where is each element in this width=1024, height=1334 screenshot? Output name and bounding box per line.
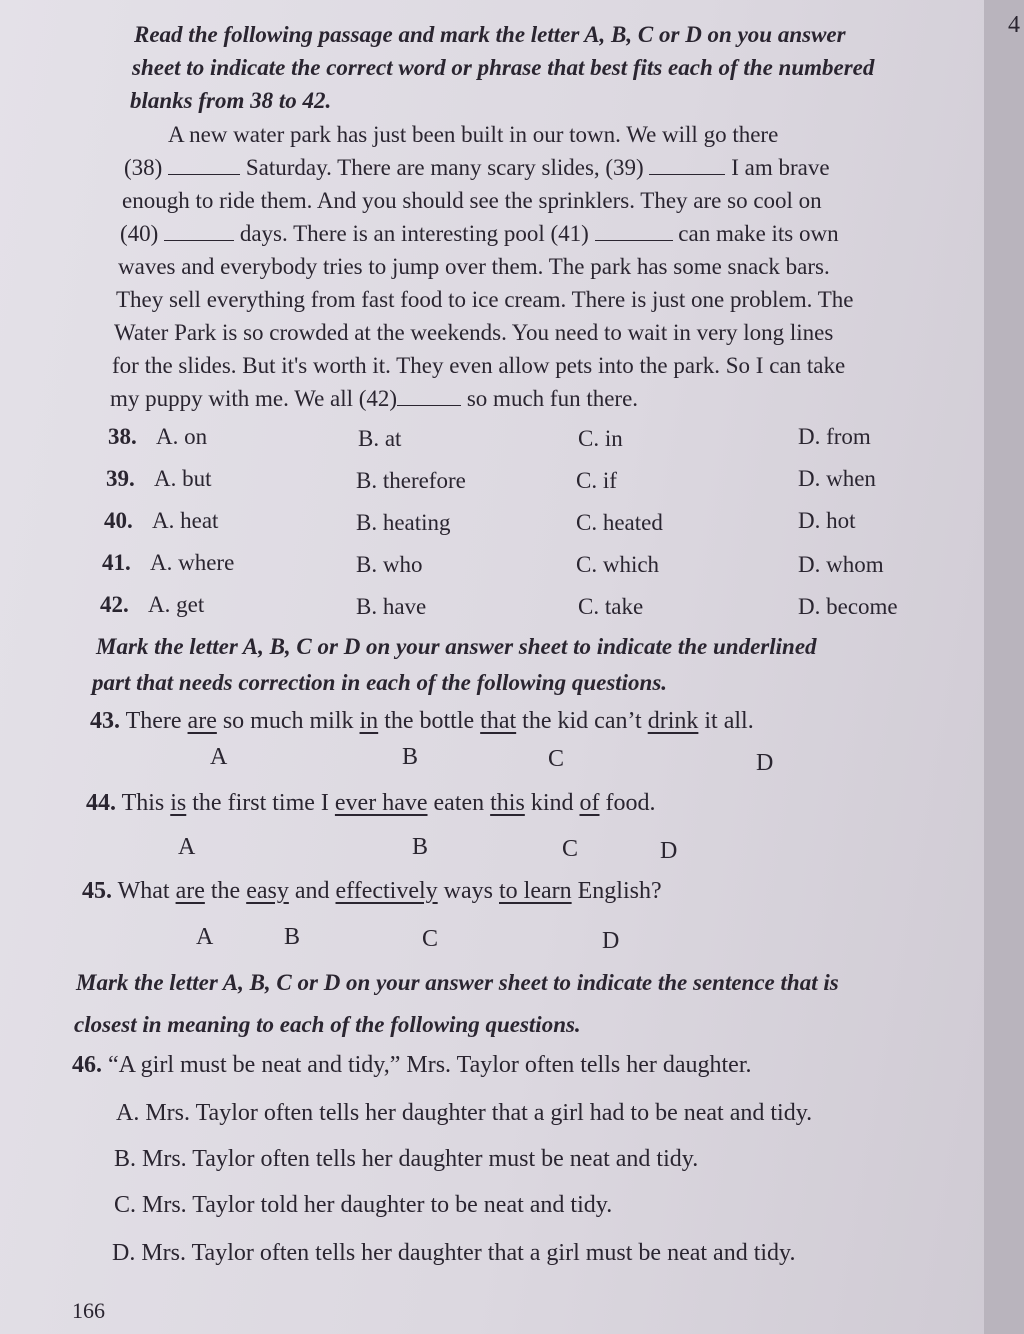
edge-page-number: 4 <box>1008 12 1020 38</box>
option-c: C. if <box>576 468 617 493</box>
question-45 <box>82 878 662 905</box>
question-number: 45. <box>82 878 112 904</box>
passage-text: days. There is an interesting pool (41) <box>239 221 589 246</box>
option-d: D. hot <box>798 508 856 533</box>
passage-text: Saturday. There are many scary slides, (39) <box>245 155 644 180</box>
answer-option-a: A. Mrs. Taylor often tells her daughter that a girl had to be neat and tidy. <box>116 1100 813 1126</box>
question-number-text: 42. <box>100 592 129 617</box>
option-a: A. on <box>156 424 208 449</box>
question-text: so much milk <box>216 708 360 734</box>
option-c: C. which <box>576 552 660 577</box>
underlined-part-c: this <box>490 790 525 816</box>
question-text: it all. <box>698 708 754 734</box>
label-d: D <box>602 928 620 954</box>
underlined-part-b: ever have <box>334 790 428 816</box>
question-text: This <box>121 790 171 816</box>
underlined-part-b: in <box>359 708 379 734</box>
label-a: A <box>210 744 228 770</box>
option-c: C. take <box>578 594 644 619</box>
answer-option-d: D. Mrs. Taylor often tells her daughter that a girl must be neat and tidy. <box>112 1240 796 1266</box>
passage-text: can make its own <box>678 221 839 246</box>
label-a: A <box>196 924 214 950</box>
question-number: 44. <box>86 790 116 816</box>
option-a: A. heat <box>152 508 219 533</box>
label-c: C <box>548 746 565 772</box>
label-b: B <box>402 744 419 770</box>
question-number <box>102 550 131 576</box>
passage-text: so much fun there. <box>466 386 639 411</box>
label-b: B <box>284 924 301 950</box>
question-number-text: 38. <box>108 424 137 449</box>
label-d: D <box>660 838 678 864</box>
passage-line <box>110 382 638 415</box>
passage-line: A new water park has just been built in our town. We will go there <box>168 122 779 147</box>
question-number <box>108 424 137 450</box>
blank-number: (38) <box>124 155 163 180</box>
passage-line <box>120 217 839 250</box>
passage-line: Water Park is so crowded at the weekends. You need to wait in very long lines <box>114 320 834 345</box>
option-d: D. whom <box>798 552 884 577</box>
question-number: 43. <box>90 708 120 734</box>
page-number: 166 <box>72 1298 105 1323</box>
blank-40 <box>164 220 234 241</box>
option-d: D. from <box>798 424 871 449</box>
blank-39 <box>649 154 725 175</box>
question-number-text: 41. <box>102 550 131 575</box>
label-b: B <box>412 834 429 860</box>
instruction-line: blanks from 38 to 42. <box>130 88 332 113</box>
blank-41 <box>595 220 673 241</box>
underlined-part-d: drink <box>647 708 699 734</box>
option-c: C. in <box>578 426 623 451</box>
next-page-edge <box>984 0 1024 1334</box>
label-c: C <box>562 836 579 862</box>
question-number <box>106 466 135 492</box>
question-text: the first time I <box>186 790 335 816</box>
option-b: B. heating <box>356 510 451 535</box>
blank-number: (40) <box>120 221 159 246</box>
passage-line: They sell everything from fast food to ice cream. There is just one problem. The <box>116 287 854 312</box>
question-text: “A girl must be neat and tidy,” Mrs. Taylor often tells her daughter. <box>108 1052 752 1078</box>
passage-line: enough to ride them. And you should see the sprinklers. They are so cool on <box>122 188 822 213</box>
option-b: B. at <box>358 426 402 451</box>
label-d: D <box>756 750 774 776</box>
blank-38 <box>168 154 240 175</box>
option-a: A. but <box>154 466 212 491</box>
underlined-part-d: to learn <box>499 878 572 904</box>
instruction-line: Mark the letter A, B, C or D on your answer sheet to indicate the sentence that is <box>76 970 839 995</box>
answer-option-b: B. Mrs. Taylor often tells her daughter must be neat and tidy. <box>114 1146 699 1172</box>
label-a: A <box>178 834 196 860</box>
option-d: D. become <box>798 594 898 619</box>
underlined-part-b: easy <box>246 878 289 904</box>
question-text: the kid can’t <box>516 708 648 734</box>
question-number-text: 39. <box>106 466 135 491</box>
instruction-line: Mark the letter A, B, C or D on your answer sheet to indicate the underlined <box>96 634 817 659</box>
question-number <box>104 508 133 534</box>
label-c: C <box>422 926 439 952</box>
question-text: ways <box>437 878 499 904</box>
option-c: C. heated <box>576 510 663 535</box>
passage-text: my puppy with me. We all (42) <box>110 386 398 411</box>
underlined-part-d: of <box>579 790 600 816</box>
question-text: food. <box>599 790 656 816</box>
instruction-line: sheet to indicate the correct word or phrase that best fits each of the numbered <box>132 55 875 80</box>
question-text: English? <box>571 878 662 904</box>
question-number-text: 40. <box>104 508 133 533</box>
question-text: the <box>204 878 247 904</box>
question-text: kind <box>524 790 580 816</box>
question-text: the bottle <box>378 708 481 734</box>
instruction-line: Read the following passage and mark the letter A, B, C or D on you answer <box>134 22 846 47</box>
question-number <box>100 592 129 618</box>
answer-option-c: C. Mrs. Taylor told her daughter to be neat and tidy. <box>114 1192 613 1218</box>
option-b: B. have <box>356 594 427 619</box>
question-text: There <box>125 708 188 734</box>
question-text: eaten <box>427 790 491 816</box>
underlined-part-c: that <box>480 708 517 734</box>
question-text: and <box>288 878 336 904</box>
instruction-line: closest in meaning to each of the following questions. <box>74 1012 581 1037</box>
underlined-part-a: are <box>187 708 217 734</box>
passage-line <box>124 151 830 184</box>
option-b: B. who <box>356 552 423 577</box>
passage-text: I am brave <box>731 155 830 180</box>
question-43 <box>90 708 754 735</box>
underlined-part-c: effectively <box>335 878 438 904</box>
option-a: A. where <box>150 550 235 575</box>
underlined-part-a: is <box>170 790 187 816</box>
passage-line: waves and everybody tries to jump over them. The park has some snack bars. <box>118 254 830 279</box>
option-d: D. when <box>798 466 876 491</box>
blank-42 <box>397 385 461 406</box>
question-text: What <box>117 878 176 904</box>
instruction-line: part that needs correction in each of the following questions. <box>92 670 668 695</box>
question-46 <box>72 1052 752 1079</box>
option-b: B. therefore <box>356 468 466 493</box>
question-44 <box>86 790 656 817</box>
option-a: A. get <box>148 592 205 617</box>
underlined-part-a: are <box>175 878 205 904</box>
question-number: 46. <box>72 1052 102 1078</box>
passage-line: for the slides. But it's worth it. They even allow pets into the park. So I can take <box>112 353 846 378</box>
